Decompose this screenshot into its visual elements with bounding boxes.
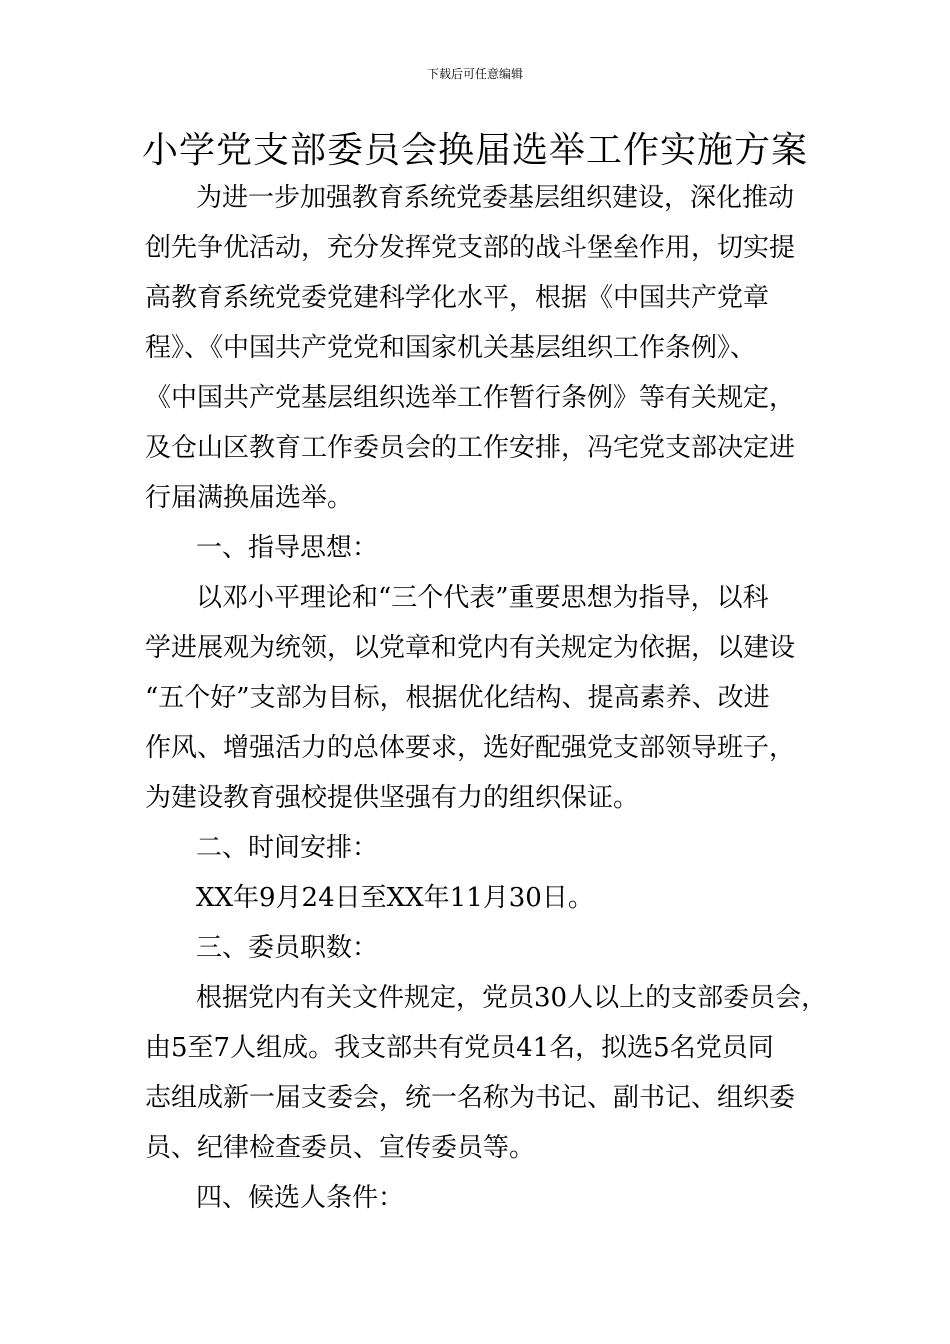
paragraph-line: 及仓山区教育工作委员会的工作安排，冯宅党支部决定进 [145,433,796,463]
header-note: 下载后可任意编辑 [426,67,523,81]
paragraph-line: 行届满换届选举。 [145,483,354,513]
paragraph-line: XX年9月24日至XX年11月30日。 [196,883,594,913]
paragraph-line: 为进一步加强教育系统党委基层组织建设，深化推动 [196,183,795,213]
paragraph-line: 程》、《中国共产党党和国家机关基层组织工作条例》、 [145,333,757,363]
paragraph-line: 创先争优活动，充分发挥党支部的战斗堡垒作用，切实提 [145,233,796,263]
paragraph-line: 高教育系统党委党建科学化水平，根据《中国共产党章 [145,283,770,313]
paragraph-line: “五个好”支部为目标，根据优化结构、提高素养、改进 [145,683,770,713]
paragraph-line: 学进展观为统领，以党章和党内有关规定为依据，以建设 [145,633,796,663]
paragraph-line: 根据党内有关文件规定，党员30人以上的支部委员会， [196,983,828,1013]
document-title: 小学党支部委员会换届选举工作实施方案 [141,130,808,171]
paragraph-line: 员、纪律检查委员、宣传委员等。 [145,1133,536,1163]
paragraph-line: 为建设教育强校提供坚强有力的组织保证。 [145,783,640,813]
section-heading-committee-seats: 三、委员职数： [196,933,379,963]
paragraph-line: 由5至7人组成。我支部共有党员41名，拟选5名党员同 [145,1033,774,1063]
paragraph-line: 《中国共产党基层组织选举工作暂行条例》等有关规定， [145,383,796,413]
paragraph-line: 作风、增强活力的总体要求，选好配强党支部领导班子， [145,733,796,763]
section-heading-schedule: 二、时间安排： [196,833,379,863]
paragraph-line: 志组成新一届支委会，统一名称为书记、副书记、组织委 [145,1083,796,1113]
paragraph-line: 以邓小平理论和“三个代表”重要思想为指导，以科 [196,583,769,613]
section-heading-candidate-conditions: 四、候选人条件： [196,1183,405,1213]
section-heading-guiding-thought: 一、指导思想： [196,533,379,563]
